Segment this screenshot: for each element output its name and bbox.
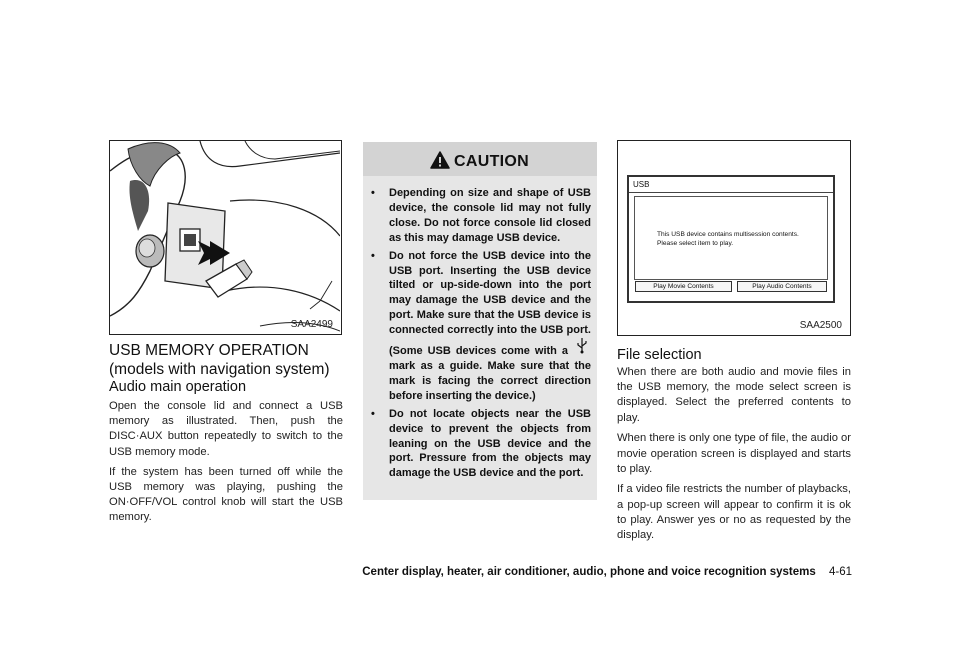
screen-message (657, 231, 799, 248)
bullet: • (371, 407, 375, 420)
usb-symbol-icon (573, 338, 591, 359)
caution-item-text: mark as a guide. Make sure that the mark is facing the correct direction before inserting the device.) (389, 359, 591, 402)
play-movie-contents-button[interactable]: Play Movie Contents (635, 281, 732, 292)
left-body (109, 399, 343, 531)
subsection-title-audio: Audio main operation (109, 379, 247, 395)
bullet: • (371, 187, 375, 199)
caution-item (367, 186, 591, 246)
message-line: Please select item to play. (657, 239, 734, 247)
page-footer (362, 566, 852, 578)
caution-item-text: Depending on size and shape of USB device, the console lid may not fully close. Do not force console lid closed as this may damage USB device. (389, 187, 591, 244)
paragraph: If the system has been turned off while the USB memory was playing, pushing the ON·OFF/VOL control knob will start the USB memory. (109, 465, 343, 524)
screen-title: USB (633, 180, 650, 189)
section-title: USB MEMORY OPERATION (models with navigation system) (109, 342, 330, 378)
divider (629, 192, 833, 193)
figure-code: SAA2500 (799, 320, 842, 331)
paragraph: When there is only one type of file, the audio or movie operation screen is displayed and starts to play. (617, 432, 851, 475)
caution-item-text: Do not locate objects near the USB device to prevent the objects from leaning on the USB device and the port. Pressure from the objects may damage the USB device and the port. (389, 407, 591, 480)
paragraph: When there are both audio and movie files in the USB memory, the mode select screen is displayed. Select the preferred contents to play. (617, 366, 851, 424)
figure-code: SAA2499 (290, 319, 333, 330)
display-screen (627, 175, 835, 303)
message-line: This USB device contains multisession contents. (657, 231, 799, 238)
usb-mode-screen-figure (617, 140, 851, 336)
console-usb-drawing (110, 141, 340, 333)
bullet: • (371, 249, 375, 262)
paragraph: If a video file restricts the number of playbacks, a pop-up screen will appear to confirm it is ok to play. Answer yes or no as requested by the display. (617, 483, 851, 542)
caution-list (367, 186, 591, 484)
usb-port-illustration (109, 140, 342, 335)
message-panel (634, 196, 828, 280)
caution-box (363, 142, 597, 500)
paragraph: Open the console lid and connect a USB memory as illustrated. Then, push the DISC·AUX button repeatedly to switch to the USB memory mode. (109, 400, 343, 458)
right-body (617, 365, 851, 549)
caution-item (367, 249, 591, 404)
subsection-title-file-selection: File selection (617, 347, 702, 363)
chapter-title: Center display, heater, air conditioner, audio, phone and voice recognition systems (362, 566, 816, 578)
page-number: 4-61 (828, 566, 852, 578)
caution-title: CAUTION (454, 153, 529, 170)
warning-triangle-icon (430, 151, 450, 169)
caution-header (363, 142, 597, 176)
play-audio-contents-button[interactable]: Play Audio Contents (737, 281, 827, 292)
caution-item-text: Do not force the USB device into the USB port. Inserting the USB device tilted or up-side-down into the port may damage the USB device and the port. Make sure that the USB device is connected correctly into the USB port. (Some USB devices come with a (389, 249, 591, 358)
caution-item (367, 407, 591, 482)
